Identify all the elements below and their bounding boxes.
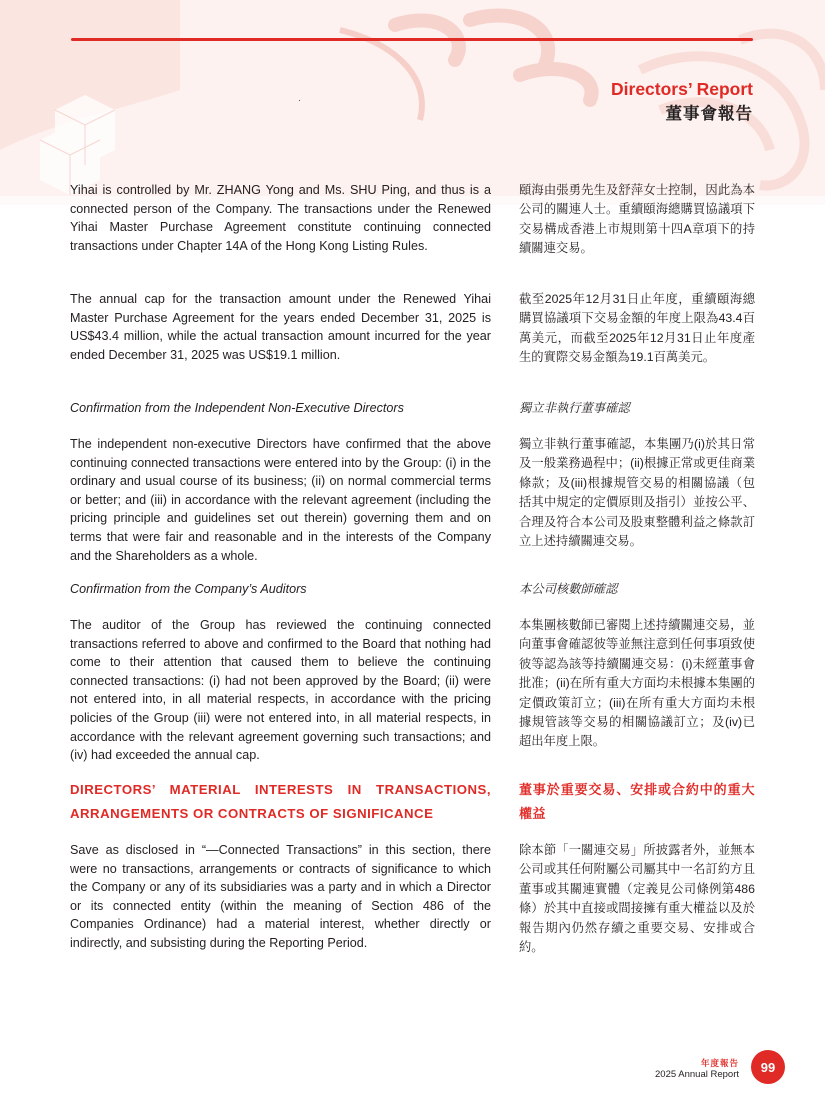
section-title-zh: 董事會報告 xyxy=(665,105,753,123)
section-heading-zh: 董事於重要交易、安排或合約中的重大權益 xyxy=(519,782,755,821)
paragraph-zh-3: 獨立非執行董事確認，本集團乃(i)於其日常及一般業務過程中；(ii)根據正常或更佳商業條款；及(iii)根據規管交易的相關協議（包括其中規定的定價原則及指引）並按公平、合理及符合本公司及股東整體利益之條款訂立上述持續關連交易。 xyxy=(519,437,755,549)
paragraph-en-4: The auditor of the Group has reviewed the continuing connected transactions referred to above and confirmed to the Board that nothing had come to their attention that caused them to believe the continuing connected transactions: (i) had not been approved by the Board; (ii) were not entered into, in all material respects, in accordance with the pricing policies of the Group (iii) were not entered into, in all material respects, in accordance with the relevant agreement governing such transactions; and (iv) had exceeded the annual cap. xyxy=(70,618,491,763)
paragraph-zh-5: 除本節「一關連交易」所披露者外，並無本公司或其任何附屬公司屬其中一名訂約方且董事或其關連實體（定義見公司條例第486條）於其中直接或間接擁有重大權益以及於報告期內仍然存續之重要交易、安排或合約。 xyxy=(519,843,755,955)
section-title-en: Directors’ Report xyxy=(611,79,753,99)
subheading-en-1: Confirmation from the Independent Non-Executive Directors xyxy=(70,401,404,415)
footer-label-en: 2025 Annual Report xyxy=(655,1069,739,1080)
footer-label-zh: 年度報告 xyxy=(700,1058,739,1068)
paragraph-en-5: Save as disclosed in “—Connected Transactions” in this section, there were no transactions, arrangements or contracts of significance to which the Company or any of its subsidiaries was a party and in which a Director or its connected entity (within the meaning of Section 486 of the Companies Ordinance) had a material interest, whether directly or indirectly, and subsisting during the Reporting Period. xyxy=(70,843,491,950)
paragraph-zh-4: 本集團核數師已審閱上述持續關連交易，並向董事會確認彼等並無注意到任何事項致使彼等認為該等持續關連交易：(i)未經董事會批准；(ii)在所有重大方面均未根據本集團的定價政策訂立；(iii)在所有重大方面均未根據規管該等交易的相關協議訂立；及(iv)已超出年度上限。 xyxy=(519,618,755,749)
paragraph-en-1: Yihai is controlled by Mr. ZHANG Yong and Ms. SHU Ping, and thus is a connected person of the Company. The transactions under the Renewed Yihai Master Purchase Agreement constitute continuing connected transactions under Chapter 14A of the Hong Kong Listing Rules. xyxy=(70,183,491,253)
page-footer xyxy=(655,1058,739,1081)
subheading-en-2: Confirmation from the Company’s Auditors xyxy=(70,582,307,596)
header-rule xyxy=(71,38,753,41)
section-heading-en: DIRECTORS’ MATERIAL INTERESTS IN TRANSACTIONS, ARRANGEMENTS OR CONTRACTS OF SIGNIFICANCE xyxy=(70,782,491,821)
subheading-zh-2: 本公司核數師確認 xyxy=(519,582,618,596)
page-header xyxy=(611,78,753,125)
decorative-dot xyxy=(299,100,300,101)
paragraph-en-3: The independent non-executive Directors have confirmed that the above continuing connected transactions were entered into by the Group: (i) in the ordinary and usual course of its business; (ii) on normal commercial terms or better; and (iii) in accordance with the relevant agreement (including the pricing principle and guidelines set out therein) governing them and on terms that were fair and reasonable and in the interests of the Company and the Shareholders as a whole. xyxy=(70,437,491,563)
page-number-badge: 99 xyxy=(751,1050,785,1084)
paragraph-zh-2: 截至2025年12月31日止年度，重續頤海總購買協議項下交易金額的年度上限為43.4百萬美元，而截至2025年12月31日止年度產生的實際交易金額為19.1百萬美元。 xyxy=(519,292,755,365)
paragraph-zh-1: 頤海由張勇先生及舒萍女士控制，因此為本公司的關連人士。重續頤海總購買協議項下交易構成香港上市規則第十四A章項下的持續關連交易。 xyxy=(519,183,755,256)
paragraph-en-2: The annual cap for the transaction amount under the Renewed Yihai Master Purchase Agreement for the years ended December 31, 2025 is US$43.4 million, while the actual transaction amount incurred for the year ended December 31, 2025 was US$19.1 million. xyxy=(70,292,491,362)
subheading-zh-1: 獨立非執行董事確認 xyxy=(519,401,630,415)
